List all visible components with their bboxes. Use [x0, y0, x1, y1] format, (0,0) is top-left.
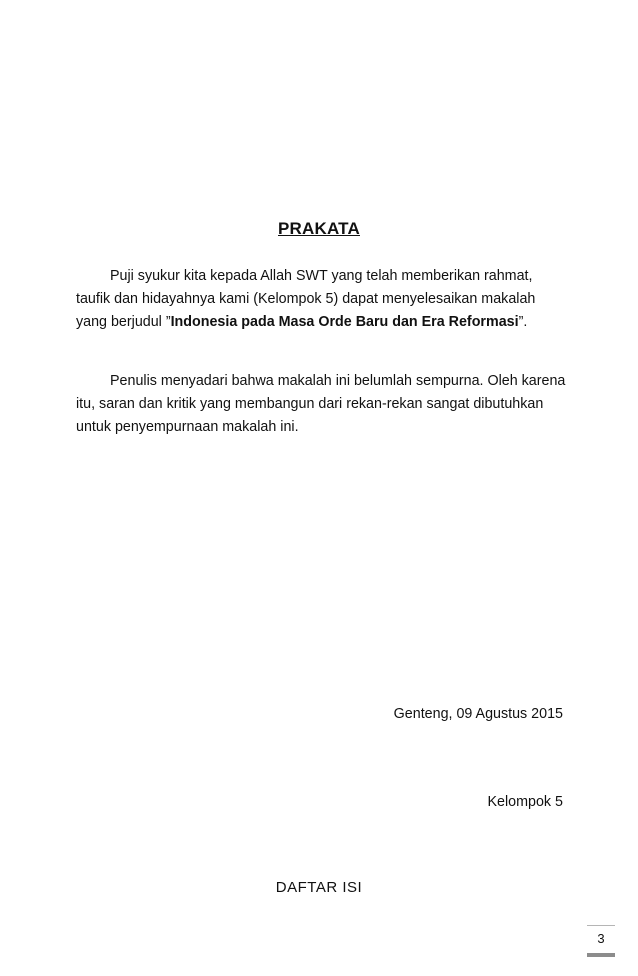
paragraph-acknowledgement-text: Penulis menyadari bahwa makalah ini belumlah sempurna. Oleh karena itu, saran dan kritik yang membangun dari rekan-rekan sangat dibutuhkan untuk penyempurnaan makalah ini. — [76, 373, 566, 435]
paragraph-thanks — [76, 265, 566, 334]
page-number: 3 — [597, 931, 605, 946]
paragraph-thanks-closing: ”. — [518, 314, 528, 330]
paper-title-text: Indonesia pada Masa Orde Baru dan Era Reformasi — [170, 314, 519, 330]
place-and-date: Genteng, 09 Agustus 2015 — [393, 706, 563, 722]
page-number-box — [587, 925, 615, 952]
page-number-bar — [587, 953, 615, 957]
paragraph-acknowledgement — [76, 370, 566, 439]
page-title: PRAKATA — [278, 219, 360, 238]
signatory: Kelompok 5 — [487, 794, 563, 810]
paragraph-thanks-intro: Puji syukur kita kepada Allah SWT yang telah memberikan rahmat, taufik dan hidayahnya kami (Kelompok 5) dapat menyelesaikan makalah yang berjudul ” — [76, 268, 536, 330]
next-section-heading: DAFTAR ISI — [275, 879, 363, 896]
